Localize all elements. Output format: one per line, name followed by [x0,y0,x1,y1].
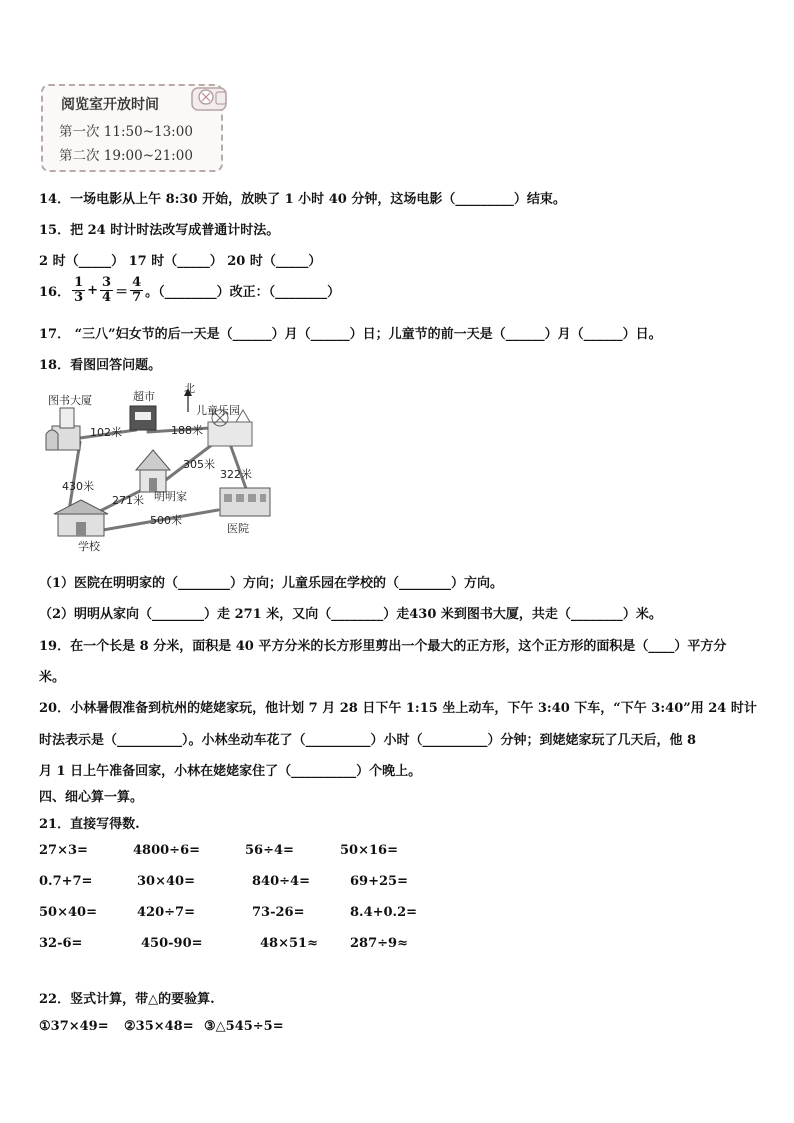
calc-r3c3: 287÷9≈ [350,936,408,951]
question-20-line-3: 月 1 日上午准备回家，小林在姥姥家住了（__________）个晚上。 [39,764,422,779]
notice-second-session: 第二次 19:00~21:00 [59,148,193,164]
question-17: 17． “三八”妇女节的后一天是（______）月（______）日；儿童节的前一天是（______）月（______）日。 [39,327,662,342]
q16-tail: 。（________）改正：（________） [145,285,341,300]
q16-number: 16． [39,285,71,300]
label-library: 图书大厦 [48,394,92,407]
calc-r1c0: 0.7+7= [39,874,93,889]
calc-r0c1: 4800÷6= [133,843,201,858]
calc-r2c1: 420÷7= [137,905,195,920]
question-19-line-1: 19．在一个长是 8 分米，面积是 40 平方分米的长方形里剪出一个最大的正方形，这个正方形的面积是（____）平方分 [39,639,727,654]
label-playground: 儿童乐园 [196,404,240,417]
supermarket-building-icon [130,406,156,430]
calc-r0c3: 50×16= [340,843,398,858]
calc-r2c2: 73-26= [252,905,305,920]
clock-stamp-icon [188,82,232,116]
fraction-2 [100,276,113,305]
library-building-icon [46,408,80,450]
calc-r0c2: 56÷4= [245,843,294,858]
vertical-calc-2: ②35×48= [124,1019,194,1034]
question-21: 21．直接写得数. [39,817,140,832]
calc-r3c0: 32-6= [39,936,83,951]
question-18-part-2: （2）明明从家向（________）走 271 米，又向（________）走430 米到图书大厦，共走（________）米。 [39,607,662,622]
label-school: 学校 [78,540,100,553]
fraction-2-numerator: 3 [102,275,112,290]
question-14: 14．一场电影从上午 8:30 开始，放映了 1 小时 40 分钟，这场电影（_________）结束。 [39,192,566,207]
calc-r0c0: 27×3= [39,843,88,858]
fraction-1 [72,276,85,305]
plus-sign: + [87,283,99,298]
distance-home-school: 271米 [112,494,144,507]
calc-r2c3: 8.4+0.2= [350,905,418,920]
label-north: 北 [184,382,195,395]
question-22: 22．竖式计算，带△的要验算. [39,992,215,1007]
calc-r1c3: 69+25= [350,874,408,889]
question-16 [39,276,340,305]
distance-playground-hospital: 322米 [220,468,252,481]
fraction-1-numerator: 1 [74,275,84,290]
fraction-3 [130,276,143,305]
question-19-line-2: 米。 [39,670,66,685]
question-20-line-2: 时法表示是（__________）。小林坐动车花了（__________）小时（__________）分钟；到姥姥家玩了几天后，他 8 [39,733,697,748]
notice-title: 阅览室开放时间 [61,97,159,113]
question-20-line-1: 20．小林暑假准备到杭州的姥姥家玩，他计划 7 月 28 日下午 1:15 坐上动车，下午 3:40 下车，“下午 3:40”用 24 时计 [39,701,757,716]
calc-r3c1: 450-90= [141,936,203,951]
vertical-calc-3: ③△545÷5= [204,1019,284,1034]
notice-first-session: 第一次 11:50~13:00 [59,124,193,140]
distance-school-hospital: 500米 [150,514,182,527]
question-18-part-1: （1）医院在明明家的（________）方向；儿童乐园在学校的（________）方向。 [39,576,504,591]
calc-r3c2: 48×51≈ [260,936,318,951]
label-hospital: 医院 [227,522,249,535]
fraction-3-denominator: 7 [132,290,142,305]
school-building-icon [54,500,108,536]
calc-r2c0: 50×40= [39,905,97,920]
question-15: 15．把 24 时计时法改写成普通计时法。 [39,223,280,238]
hospital-building-icon [220,488,270,516]
fraction-3-numerator: 4 [132,275,142,290]
label-supermarket: 超市 [133,390,155,403]
section-4-heading: 四、细心算一算。 [39,790,144,805]
calc-r1c2: 840÷4= [252,874,310,889]
equals-sign: ＝ [115,285,129,300]
calc-r1c1: 30×40= [137,874,195,889]
label-home: 明明家 [154,490,187,503]
fraction-1-denominator: 3 [74,290,84,305]
home-building-icon [136,450,170,492]
town-map [38,382,288,554]
question-15-blanks: 2 时（_____） 17 时（_____） 20 时（_____） [39,254,322,269]
distance-library-school: 430米 [62,480,94,493]
distance-home-playground: 305米 [183,458,215,471]
question-18: 18．看图回答问题。 [39,358,162,373]
vertical-calc-1: ①37×49= [39,1019,109,1034]
fraction-2-denominator: 4 [102,290,112,305]
distance-library-supermarket: 102米 [90,426,122,439]
distance-supermarket-playground: 188米 [171,424,203,437]
